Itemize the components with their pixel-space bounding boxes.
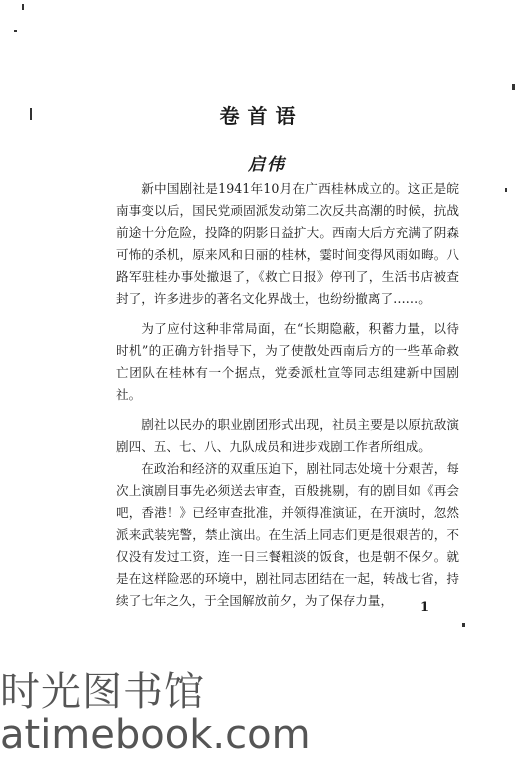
- scan-speck: [14, 30, 17, 32]
- paragraph: 在政治和经济的双重压迫下，剧社同志处境十分艰苦，每次上演剧目事先必须送去审查，百般挑剔，有的剧目如《再会吧，香港！》已经审查批准，并领得准演证，在开演时，忽然派来武装宪警，禁止演出。在生活上同志们更是很艰苦的，不仅没有发过工资，连一日三餐粗淡的饭食，也是朝不保夕。就是在这样险恶的环境中，剧社同志团结在一起，转战七省，持续了七年之久，于全国解放前夕，为了保存力量，: [116, 461, 459, 608]
- scan-speck: [462, 623, 465, 627]
- body-text: [116, 178, 459, 612]
- paragraph: 新中国剧社是1941年10月在广西桂林成立的。这正是皖南事变以后，国民党顽固派发动第二次反共高潮的时候，抗战前途十分危险，投降的阴影日益扩大。西南大后方充满了阴森可怖的杀机，原来风和日丽的桂林，霎时间变得风雨如晦。八路军驻桂办事处撤退了，《救亡日报》停刊了，生活书店被查封了，许多进步的著名文化界战士，也纷纷撤离了……。: [116, 181, 459, 306]
- watermark-chinese: 时光图书馆: [0, 669, 205, 715]
- author-name: 启伟: [248, 155, 286, 175]
- scan-speck: [512, 84, 515, 90]
- watermark-url: atimebook.com: [0, 712, 311, 758]
- paragraph: 剧社以民办的职业剧团形式出现，社员主要是以原抗敌演剧四、五、七、八、九队成员和进步戏剧工作者所组成。: [116, 417, 459, 454]
- page-title: 卷首语: [219, 104, 304, 128]
- page-number: 1: [420, 600, 430, 615]
- scan-speck: [505, 188, 507, 192]
- paragraph: 为了应付这种非常局面，在“长期隐蔽，积蓄力量，以待时机”的正确方针指导下，为了使散处西南后方的一些革命救亡团队在桂林有一个据点，党委派杜宣等同志组建新中国剧社。: [116, 321, 459, 402]
- scan-speck: [22, 4, 24, 10]
